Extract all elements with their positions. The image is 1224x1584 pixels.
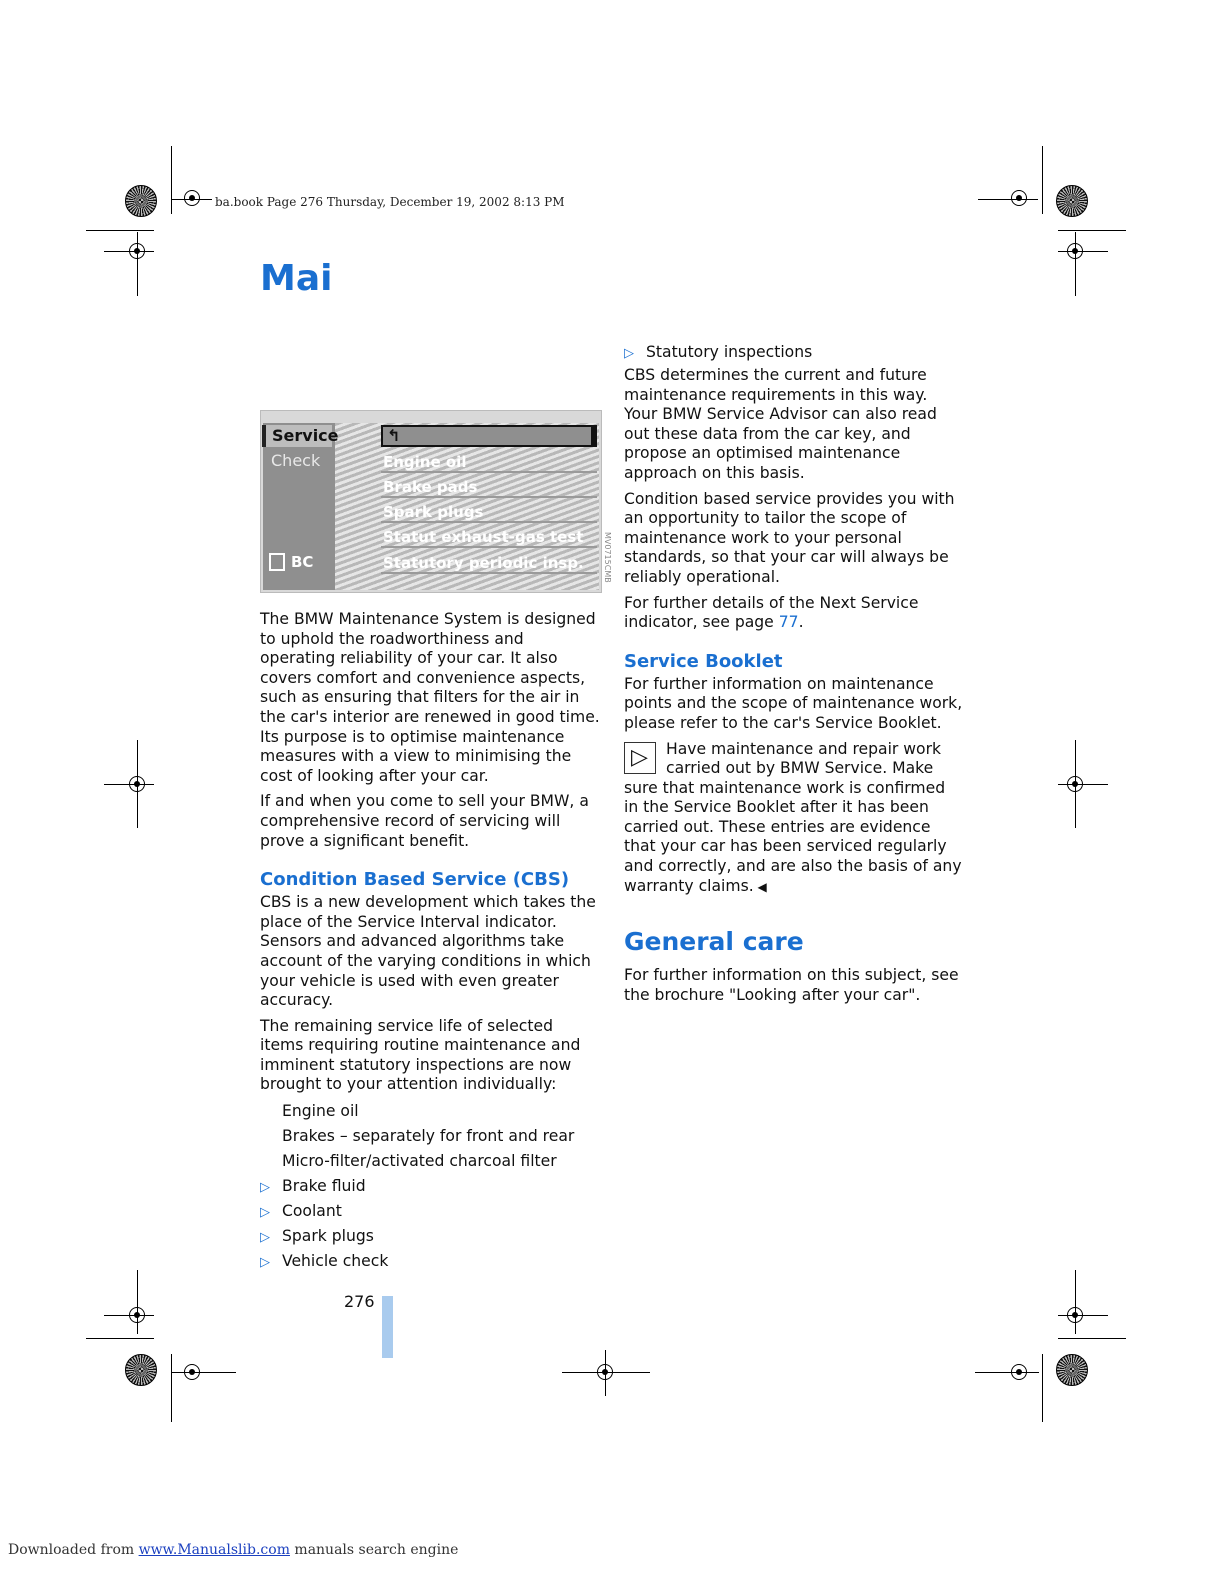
cbs-paragraph-4: Condition based service provides you with an opportunity to tailor the scope of maintenance work to your personal standards, so that your car will always be reliably operational. — [624, 489, 955, 586]
screen-title: Service — [262, 425, 332, 447]
next-service-paragraph: For further details of the Next Service indicator, see page 77. — [624, 593, 919, 632]
end-marker-icon: ◀ — [753, 879, 767, 894]
bullet-triangle-icon: ▷ — [260, 1230, 270, 1246]
note-paragraph: Have maintenance and repair work carried out by BMW Service. Make sure that maintenance work is confirmed in the Service Booklet after it has been carried out. These entries are evidence that your car has been serviced regularly and correctly, and are also the basis of any warranty claims. ◀ — [624, 739, 962, 895]
page-title: Mai — [260, 258, 333, 299]
general-care-heading: General care — [624, 927, 804, 957]
general-care-paragraph: For further information on this subject, see the brochure "Looking after your car". — [624, 966, 959, 1004]
book-header: ba.book Page 276 Thursday, December 19, 2002 8:13 PM — [215, 195, 565, 209]
list-item: Brakes – separately for front and rear — [282, 1127, 575, 1146]
screen-item: Engine oil — [381, 451, 597, 473]
page-number: 276 — [344, 1292, 375, 1311]
service-booklet-heading: Service Booklet — [624, 650, 783, 672]
list-item: Engine oil — [282, 1102, 359, 1121]
bullet-triangle-icon: ▷ — [624, 346, 634, 361]
bullet-triangle-icon: ▷ — [260, 1205, 270, 1221]
intro-paragraph-2: If and when you come to sell your BMW, a comprehensive record of servicing will prove a significant benefit. — [260, 792, 589, 850]
screen-item: Brake pads — [381, 476, 597, 498]
back-button — [381, 425, 597, 447]
screen-item: Statut exhaust-gas test — [381, 526, 597, 548]
list-item: ▷ Spark plugs — [260, 1224, 600, 1249]
cbs-heading: Condition Based Service (CBS) — [260, 869, 570, 891]
list-item: ▷ Statutory inspections — [624, 340, 964, 365]
left-column — [260, 610, 600, 1274]
note-arrow-icon: ▷ — [624, 742, 656, 774]
screen-subtitle: Check — [271, 451, 321, 470]
image-code: MV0715CMB — [603, 532, 612, 583]
cbs-paragraph-2: The remaining service life of selected items requiring routine maintenance and imminent statutory inspections are now brought to your attention individually: — [260, 1016, 581, 1094]
back-arrow-icon: ↰ — [387, 426, 401, 445]
screen-item: Spark plugs — [381, 501, 597, 523]
right-column — [624, 340, 964, 1005]
cbs-paragraph-3: CBS determines the current and future maintenance requirements in this way. Your BMW Service Advisor can also read out these data from the car key, and propose an optimised maintenance approach on this basis. — [624, 366, 937, 482]
image-code-wrap — [600, 532, 614, 592]
service-booklet-paragraph: For further information on maintenance points and the scope of maintenance work, please refer to the car's Service Booklet. — [624, 674, 963, 732]
list-item: ▷ Coolant — [260, 1199, 600, 1224]
page-link[interactable]: 77 — [778, 613, 799, 632]
list-item: Micro-filter/activated charcoal filter — [282, 1152, 557, 1171]
screen-item: Statutory periodic insp. — [381, 552, 597, 574]
page-tab — [382, 1296, 393, 1358]
bullet-triangle-icon: ▷ — [260, 1255, 270, 1271]
service-check-screen — [260, 410, 602, 593]
footer: Downloaded from www.Manualslib.com manuals search engine — [8, 1542, 459, 1558]
bc-icon — [269, 553, 285, 571]
cbs-paragraph-1: CBS is a new development which takes the place of the Service Interval indicator. Sensors and advanced algorithms take account of the varying conditions in which your vehicle is used with even greater accuracy. — [260, 893, 596, 1010]
note-block — [624, 740, 964, 898]
bc-label: BC — [291, 553, 314, 571]
intro-paragraph: The BMW Maintenance System is designed to uphold the roadworthiness and operating reliability of your car. It also covers comfort and convenience aspects, such as ensuring that filters for the air in the car's interior are renewed in good time. Its purpose is to optimise maintenance measures with a view to minimising the cost of looking after your car. — [260, 610, 600, 785]
bullet-triangle-icon: ▷ — [260, 1180, 270, 1196]
list-item: ▷ Vehicle check — [260, 1249, 600, 1274]
list-item: ▷ Brake fluid — [260, 1174, 600, 1199]
manualslib-link[interactable]: www.Manualslib.com — [138, 1542, 290, 1558]
